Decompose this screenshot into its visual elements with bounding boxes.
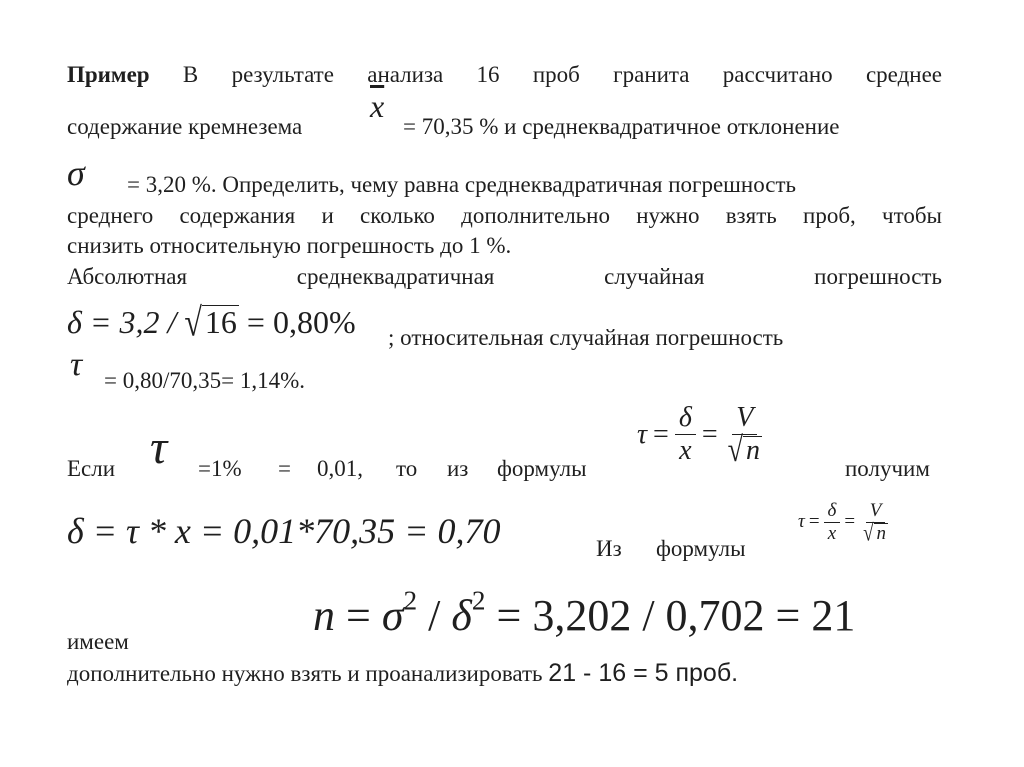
para-line-5: снизить относительную погрешность до 1 %. [67, 233, 512, 258]
delta-equation: δ = 3,2 / √16 = 0,80% [67, 299, 356, 345]
delta-calc-equation: δ = τ * x = 0,01*70,35 = 0,70 [67, 511, 501, 551]
para-line-2a: содержание кремнезема [67, 114, 303, 139]
abs-word-2: среднеквадратичная [296, 264, 495, 289]
esli-eq: =1% [198, 456, 242, 481]
esli-eq2: = [278, 456, 291, 481]
esli-word: Если [67, 456, 116, 481]
iz-word: Из [596, 536, 622, 561]
abs-row [67, 262, 942, 292]
para-line-3: = 3,20 %. Определить, чему равна среднеквадратичная погрешность [127, 172, 797, 197]
para-line-4: среднего содержания и сколько дополнительно нужно взять проб, чтобы [67, 203, 942, 228]
esli-value: 0,01, [317, 456, 363, 481]
esli-iz: из [447, 456, 469, 481]
tau-symbol: τ [70, 346, 83, 383]
final-line: дополнительно нужно взять и проанализировать 21 - 16 = 5 проб. [67, 659, 739, 687]
abs-word-4: погрешность [814, 264, 942, 289]
sigma-symbol: σ [67, 153, 85, 193]
tau-formula-2: τ = $\frac{\delta}{x}$ = $\frac{V}{√ n}$ [798, 500, 887, 547]
para-line-2b: = 70,35 % и среднеквадратичное отклонение [403, 114, 840, 139]
text-line-1: В результате анализа 16 проб гранита рассчитано среднее [182, 62, 943, 87]
n-equation: $n = \sigma^2 / \delta^2 = 3,202 / 0,702 = 21$ [313, 585, 856, 640]
tau-formula-1: τ = $\frac{\delta}{x}$ = $\frac{V}{√ n}$ [637, 402, 761, 470]
formuly-word: формулы [656, 536, 746, 561]
tau-value-text: = 0,80/70,35= 1,14%. [104, 368, 305, 393]
x-bar-symbol: $\overline{x}$ [370, 88, 385, 124]
poluchim-word: получим [845, 456, 930, 481]
tau-large-symbol: τ [150, 421, 168, 474]
abs-word-3: случайная [604, 264, 705, 289]
imeem-word: имеем [67, 629, 129, 654]
para-line-1 [67, 60, 942, 90]
example-label: Пример [67, 62, 150, 87]
esli-to: то [396, 456, 418, 481]
relative-error-text: ; относительная случайная погрешность [388, 325, 784, 350]
esli-formuly: формулы [497, 456, 587, 481]
abs-word-1: Абсолютная [67, 264, 188, 289]
